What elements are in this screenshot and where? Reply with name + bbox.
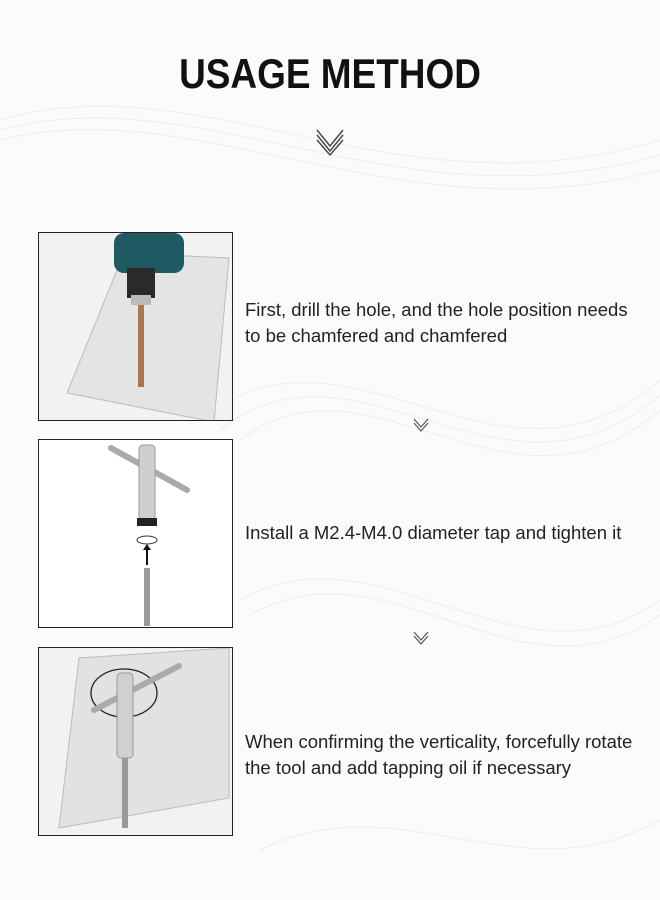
step-3-text: When confirming the verticality, forcefully rotate the tool and add tapping oil if necessary: [245, 731, 633, 778]
step-1-text: First, drill the hole, and the hole position needs to be chamfered and chamfered: [245, 299, 628, 346]
tap-wrench-image: [38, 439, 233, 628]
drill-image: [38, 232, 233, 421]
chevron-down-icon: [413, 631, 429, 645]
chevron-down-icon: [413, 418, 429, 432]
chevron-down-icon: [315, 128, 345, 156]
step-2-text: Install a M2.4-M4.0 diameter tap and tighten it: [245, 522, 622, 543]
page-title: USAGE METHOD: [179, 50, 481, 97]
tapping-image: [38, 647, 233, 836]
